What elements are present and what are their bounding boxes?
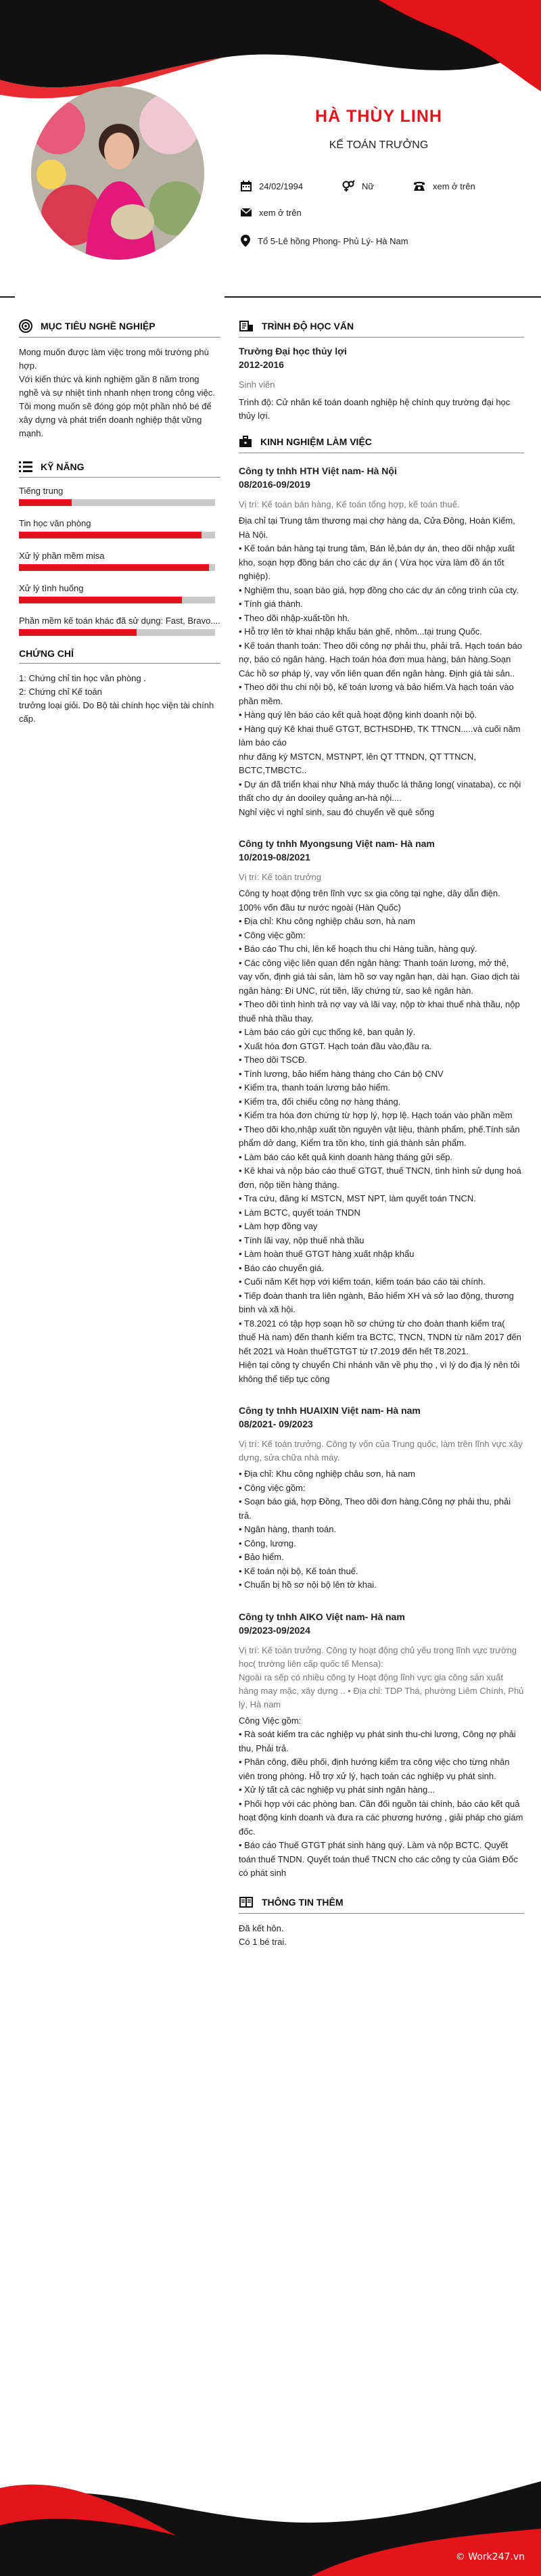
job-role: Vị trí: Kế toán trưởng. Công ty hoạt động chủ yếu trong lĩnh vực trường học( trường liên cấp quốc tế Mensa): Ngoài ra sếp có nhiều công ty Hoạt động lĩnh vực gia công sản xuất hàng may mặc, xây dựng .. • Địa chỉ: TDP Thá, phường Liêm Chính, Phủ lý, Hà nam [239,1644,524,1709]
job-company: Công ty tnhh AIKO Việt nam- Hà nam [239,1611,405,1622]
profile-photo [31,87,204,260]
info-book-icon [239,1895,254,1909]
skill-name: Tiếng trung [19,486,64,496]
more-info-heading: THÔNG TIN THÊM [262,1896,344,1908]
skill-level-fill [19,564,209,571]
right-column [239,319,524,1949]
education-detail: Trình độ: Cử nhân kế toán doanh nghiệp hệ chính quy trường đại học thủy lợi. [239,397,511,421]
certificates-section [19,648,220,726]
job-role: Vị trí: Kế toán trưởng [239,872,322,882]
job-desc: • Địa chỉ: Khu công nghiệp châu sơn, hà nam • Công việc gồm: • Soạn báo giá, hợp Đồng, Theo dõi đơn hàng.Công nợ phải thu, phải trả. • Ngân hàng, thanh toán. • Công, lương. • Bảo hiểm. • Kế toán nội bộ, Kế toán thuế. • Chuẩn bị hồ sơ nội bộ lên tờ khai. [239,1469,511,1590]
mail-icon [240,207,252,218]
skill-level-bar [19,499,215,506]
education-heading: TRÌNH ĐỘ HỌC VẤN [262,321,354,331]
job-period: 10/2019-08/2021 [239,852,310,862]
education-status: Sinh viên [239,380,275,390]
skill-name: Tin học văn phòng [19,518,91,528]
left-column [19,319,220,726]
job-entry [239,837,524,1386]
more-info-text: Đã kết hôn. Có 1 bé trai. [239,1923,287,1947]
job-title: KẾ TOÁN TRƯỞNG [329,139,429,151]
address-row [240,234,408,248]
skills-list [19,486,220,636]
section-divider-left-stub [0,296,15,298]
job-role: Vị trí: Kế toán bán hàng, Kế toán tổng hợp, kế toán thuế. [239,499,460,509]
certificates-header [19,648,220,664]
job-company: Công ty tnhh HTH Việt nam- Hà Nội [239,465,397,476]
skill-level-fill [19,499,72,506]
experience-section [239,435,524,1881]
jobs-list [239,464,524,1881]
job-entry [239,464,524,819]
skill-name: Phần mềm kế toán khác đã sử dụng: Fast, Bravo.... [19,616,220,626]
job-company: Công ty tnhh Myongsung Việt nam- Hà nam [239,838,435,849]
more-info-header [239,1895,524,1914]
job-entry [239,1404,524,1592]
education-header [239,319,524,338]
email-row [240,207,302,218]
birthday-value: 24/02/1994 [259,181,304,191]
skill-name: Xử lý tình huống [19,583,84,593]
education-years: 2012-2016 [239,359,284,370]
skill-name: Xử lý phần mềm misa [19,551,105,561]
certificates-text: 1: Chứng chỉ tin học văn phòng . 2: Chứng chỉ Kế toán trưởng loại giỏi. Do Bộ tài chính học viện tài chính cấp. [19,673,214,724]
experience-heading: KINH NGHIỆM LÀM VIỆC [260,436,372,447]
more-info-section [239,1895,524,1949]
job-period: 08/2016-09/2019 [239,479,310,490]
skill-level-bar [19,597,215,603]
objective-text: Mong muốn được làm việc trong môi trường phù hợp. Với kiến thức và kinh nghiệm gần 8 năm trong nghề và sự nhiệt tình nhanh nhẹn trong công việc. Tôi mong muốn sẽ đóng góp một phần nhỏ bé để xây dựng và phát triển doanh nghiệp thật vững mạnh. [19,347,215,438]
birthday-row [240,180,303,192]
certificates-heading: CHỨNG CHỈ [19,648,74,659]
objective-header [19,319,220,338]
job-period: 08/2021- 09/2023 [239,1419,313,1429]
section-divider-right [225,296,541,298]
target-icon [19,319,32,333]
list-icon [19,461,32,473]
candidate-name: HÀ THÙY LINH [315,107,442,126]
objective-heading: MỤC TIÊU NGHỀ NGHIỆP [41,321,156,331]
job-entry [239,1610,524,1881]
job-desc: Công Việc gồm: • Rà soát kiểm tra các nghiệp vụ phát sinh thu-chi lương, Công nợ phải thu, Phải trả. • Phân công, điều phối, định hướng kiểm tra công việc cho từng nhân viên trong phòng. Hỗ trợ xử lý, hạch toán các nghiệp vụ phát sinh. • Xử lý tất cả các nghiệp vụ phát sinh ngân hàng... • Phối hợp với các phòng ban. Cần đối nguồn tài chính, báo cáo kết quả hoạt động kinh doanh và đưa ra các phương hướng , giải pháp cho giám đốc. • Báo cáo Thuế GTGT phát sinh hàng quý. Làm và nộp BCTC. Quyết toán thuế TNDN. Quyết toán thuế TNCN cho các công ty của Giám Đốc có phát sinh [239,1715,523,1878]
experience-header [239,435,524,453]
gender-value: Nữ [362,181,375,191]
job-role: Vị trí: Kế toán trưởng. Công ty vốn của Trung quốc, làm trên lĩnh vực xây dựng, sửa chữa nhà máy. [239,1439,523,1463]
skill-level-bar [19,564,215,571]
job-desc: Địa chỉ tại Trung tâm thương mại chợ hàng da, Cửa Đông, Hoàn Kiếm, Hà Nội. • Kế toán bán hàng tại trung tâm, Bán lẻ,bán dự án, theo dõi nhập xuất kho, soạn hợp đồng bán cho các dự án ( Vừa học vừa làm đồ án tốt nghiệp). • Nghiệm thu, soạn báo giá, hợp đồng cho các dự án công trình của cty. • Tính giá thành. • Theo dõi nhập-xuất-tồn hh. • Hỗ trợ lên tờ khai nhập khẩu bán ghế, nhôm...tại trung Quốc. • Kế toán thanh toán: Theo dõi công nợ phải thu, phải trả. Hạch toán báo nợ, báo có ngân hàng. Hạch toán hóa đơn mua hàng, bán hàng.Soạn Các hồ sơ pháp lý, vay vốn liên quan đến ngân hàng. Định giá tài sản.. • Theo dõi thu chi nội bộ, kế toán lương và bảo hiểm.Và hạch toán vào phần mềm. • Hàng quý lên báo cáo kết quả hoạt động kinh doanh nội bộ. • Hàng quý Kê khai thuế GTGT, BCTHSDHĐ, TK TTNCN.....và cuối năm làm báo cáo như đăng ký MSTCN, MSTNPT, lên QT TTNDN, QT TTNCN, BCTC,TMBCTC.. • Dự án đã triển khai như Nhà máy thuốc lá thăng long( vinataba), cc nội thất cho dự án dooiley quảng an-hà nội.... Nghỉ việc vì nghỉ sinh, sau đó chuyển về quê sống [239,515,523,817]
job-desc: Công ty hoạt động trên lĩnh vực sx gia công tại nghe, dây dẫn điện. 100% vốn đầu tư nước ngoài (Hàn Quốc) • Địa chỉ: Khu công nghiệp châu sơn, hà nam • Công việc gồm: • Báo cáo Thu chi, lên kế hoạch thu chi Hàng tuần, hàng quý. • Các công việc liên quan đến ngân hàng: Thanh toán lương, mở thẻ, vay vốn, định giá tài sản, làm hồ sơ vay ngân hạn, dài hạn. Giao dịch tài ngân hàng: Đi UNC, rút tiền, lấy chứng từ, sao kê ngân hàn. • Theo dõi tình hình trả nợ vay và lãi vay, nộp tờ khai thuế nhà thầu, nộp thuế nhà thầu thay. • Làm báo cáo gửi cục thống kê, ban quản lý. • Xuất hóa đơn GTGT. Hạch toán đầu vào,đầu ra. • Theo dõi TSCĐ. • Tính lương, bảo hiểm hàng tháng cho Cán bộ CNV • Kiểm tra, thanh toán lương bảo hiểm. • Kiểm tra, đối chiếu công nợ hàng tháng. • Kiểm tra hóa đơn chứng từ hợp lý, hợp lệ. Hạch toán vào phần mềm • Theo dõi kho,nhập xuất tồn nguyên vật liệu, thành phẩm, phế.Tính sản phẩm dở dang, Kiểm tra tồn kho, tính giá thành sản phẩm. • Làm báo cáo kết quả kinh doanh hàng tháng gửi sếp. • Kê khai và nộp báo cáo thuế GTGT, thuế TNCN, tình hình sử dụng hoá đơn, nộp tiền hàng tháng. • Tra cứu, đăng kí MSTCN, MST NPT, làm quyết toán TNCN. • Làm BCTC, quyết toán TNDN • Làm hợp đồng vay • Tính lãi vay, nộp thuế nhà thầu • Làm hoàn thuế GTGT hàng xuất nhập khẩu • Báo cáo chuyển giá. • Cuối năm Kết hợp với kiểm toán, kiểm toán báo cáo tài chính. • Tiếp đoàn thanh tra liên ngành, Bảo hiểm XH và sở lao động, thương binh và xã hội. • T8.2021 có tập hợp soạn hồ sơ chứng từ cho đoàn thanh kiểm tra( thuế Hà nam) đến thanh kiểm tra BCTC, TNCN, TNDN từ năm 2017 đến hết 2021 và Hoàn thuếTGTGT từ t7.2019 đến hết T8.2021. Hiện tại công ty chuyển Chi nhánh văn về phụ thọ , vì lý do địa lý nên tôi không thể tiếp tục công [239,888,521,1384]
skill-level-bar [19,629,215,636]
phone-value: xem ở trên [433,181,475,191]
phone-row [413,180,475,192]
skill-level-bar [19,532,215,538]
job-period: 09/2023-09/2024 [239,1624,310,1636]
address-value: Tổ 5-Lê hồng Phong- Phủ Lý- Hà Nam [258,235,408,246]
avatar [31,87,204,260]
location-pin-icon [240,234,251,248]
gender-icon [342,180,355,192]
objective-section [19,319,220,440]
phone-icon [413,180,426,192]
email-value: xem ở trên [259,207,302,218]
skills-section [19,461,220,636]
calendar-icon [240,180,252,192]
watermark: © Work247.vn [455,2552,525,2562]
gender-row [342,180,374,192]
skills-heading: KỸ NĂNG [41,461,85,472]
skill-level-fill [19,597,182,603]
header-wave-decoration [0,0,541,101]
job-company: Công ty tnhh HUAIXIN Việt nam- Hà nam [239,1405,421,1416]
education-school: Trường Đại học thủy lợi [239,346,347,356]
skill-level-fill [19,532,202,538]
briefcase-icon [239,435,252,448]
education-section [239,319,524,423]
skills-header [19,461,220,478]
skill-level-fill [19,629,137,636]
graduation-cap-icon [239,319,254,333]
